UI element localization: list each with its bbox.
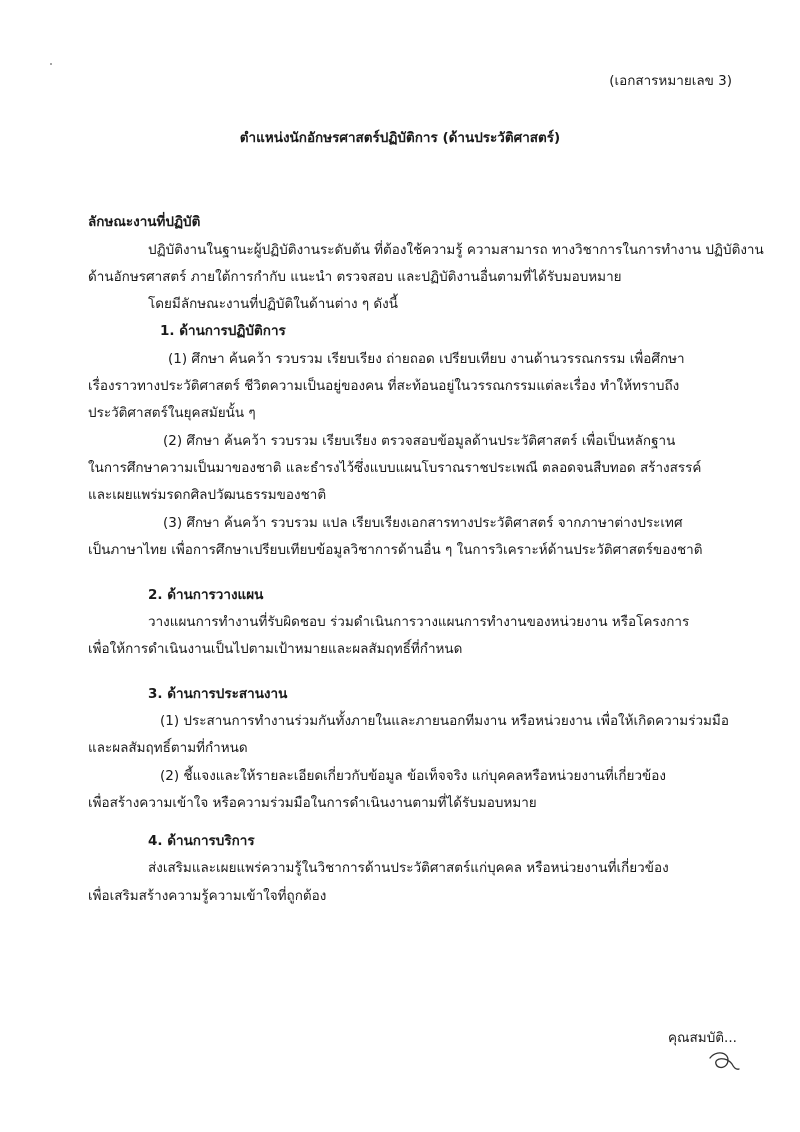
handwritten-initials [706, 1048, 742, 1074]
part1-item2-line-3: และเผยแพร่มรดกศิลปวัฒนธรรมของชาติ [88, 487, 327, 503]
part1-item1-line-3: ประวัติศาสตร์ในยุคสมัยนั้น ๆ [88, 405, 256, 421]
part4-line-1: ส่งเสริมและเผยแพร่ความรู้ในวิชาการด้านประวัติศาสตร์แก่บุคคล หรือหน่วยงานที่เกี่ยวข้อง [148, 860, 669, 876]
part1-heading: 1. ด้านการปฏิบัติการ [160, 323, 286, 339]
part2-heading: 2. ด้านการวางแผน [148, 587, 264, 603]
part3-item1-line-2: และผลสัมฤทธิ์ตามที่กำหนด [88, 740, 248, 756]
section-heading: ลักษณะงานที่ปฏิบัติ [88, 214, 201, 230]
part1-item1-line-2: เรื่องราวทางประวัติศาสตร์ ชีวิตความเป็นอยู่ของคน ที่สะท้อนอยู่ในวรรณกรรมแต่ละเรื่อง ทำให้ทราบถึง [88, 378, 680, 394]
part1-item2-line-2: ในการศึกษาความเป็นมาของชาติ และธำรงไว้ซึ่งแบบแผนโบราณราชประเพณี ตลอดจนสืบทอด สร้างสรรค์ [88, 460, 702, 476]
part3-item1-line-1: (1) ประสานการทำงานร่วมกันทั้งภายในและภายนอกทีมงาน หรือหน่วยงาน เพื่อให้เกิดความร่วมมือ [160, 713, 729, 729]
continued-next-page: คุณสมบัติ... [668, 1030, 737, 1046]
part1-item3-line-2: เป็นภาษาไทย เพื่อการศึกษาเปรียบเทียบข้อมูลวิชาการด้านอื่น ๆ ในการวิเคราะห์ด้านประวัติศาสตร์ของชาติ [88, 542, 703, 558]
intro-line-3: โดยมีลักษณะงานที่ปฏิบัติในด้านต่าง ๆ ดังนี้ [148, 296, 398, 312]
intro-line-2: ด้านอักษรศาสตร์ ภายใต้การกำกับ แนะนำ ตรวจสอบ และปฏิบัติงานอื่นตามที่ได้รับมอบหมาย [88, 269, 622, 285]
part2-line-2: เพื่อให้การดำเนินงานเป็นไปตามเป้าหมายและผลสัมฤทธิ์ที่กำหนด [88, 641, 463, 657]
part1-item1-line-1: (1) ศึกษา ค้นคว้า รวบรวม เรียบเรียง ถ่ายถอด เปรียบเทียบ งานด้านวรรณกรรม เพื่อศึกษา [168, 351, 685, 367]
part3-heading: 3. ด้านการประสานงาน [148, 686, 288, 702]
part3-item2-line-1: (2) ชี้แจงและให้รายละเอียดเกี่ยวกับข้อมูล ข้อเท็จจริง แก่บุคคลหรือหน่วยงานที่เกี่ยวข้อง [160, 768, 666, 784]
intro-line-1: ปฏิบัติงานในฐานะผู้ปฏิบัติงานระดับต้น ที่ต้องใช้ความรู้ ความสามารถ ทางวิชาการในการทำงาน ปฏิบัติงาน [148, 242, 764, 258]
part4-heading: 4. ด้านการบริการ [148, 833, 255, 849]
scan-speck [50, 63, 52, 65]
document-title: ตำแหน่งนักอักษรศาสตร์ปฏิบัติการ (ด้านประวัติศาสตร์) [239, 130, 561, 146]
part3-item2-line-2: เพื่อสร้างความเข้าใจ หรือความร่วมมือในการดำเนินงานตามที่ได้รับมอบหมาย [88, 795, 537, 811]
part1-item2-line-1: (2) ศึกษา ค้นคว้า รวบรวม เรียบเรียง ตรวจสอบข้อมูลด้านประวัติศาสตร์ เพื่อเป็นหลักฐาน [163, 433, 676, 449]
part4-line-2: เพื่อเสริมสร้างความรู้ความเข้าใจที่ถูกต้อง [88, 888, 327, 904]
document-number: (เอกสารหมายเลข 3) [609, 73, 732, 89]
part2-line-1: วางแผนการทำงานที่รับผิดชอบ ร่วมดำเนินการวางแผนการทำงานของหน่วยงาน หรือโครงการ [148, 614, 690, 630]
part1-item3-line-1: (3) ศึกษา ค้นคว้า รวบรวม แปล เรียบเรียงเอกสารทางประวัติศาสตร์ จากภาษาต่างประเทศ [163, 515, 683, 531]
